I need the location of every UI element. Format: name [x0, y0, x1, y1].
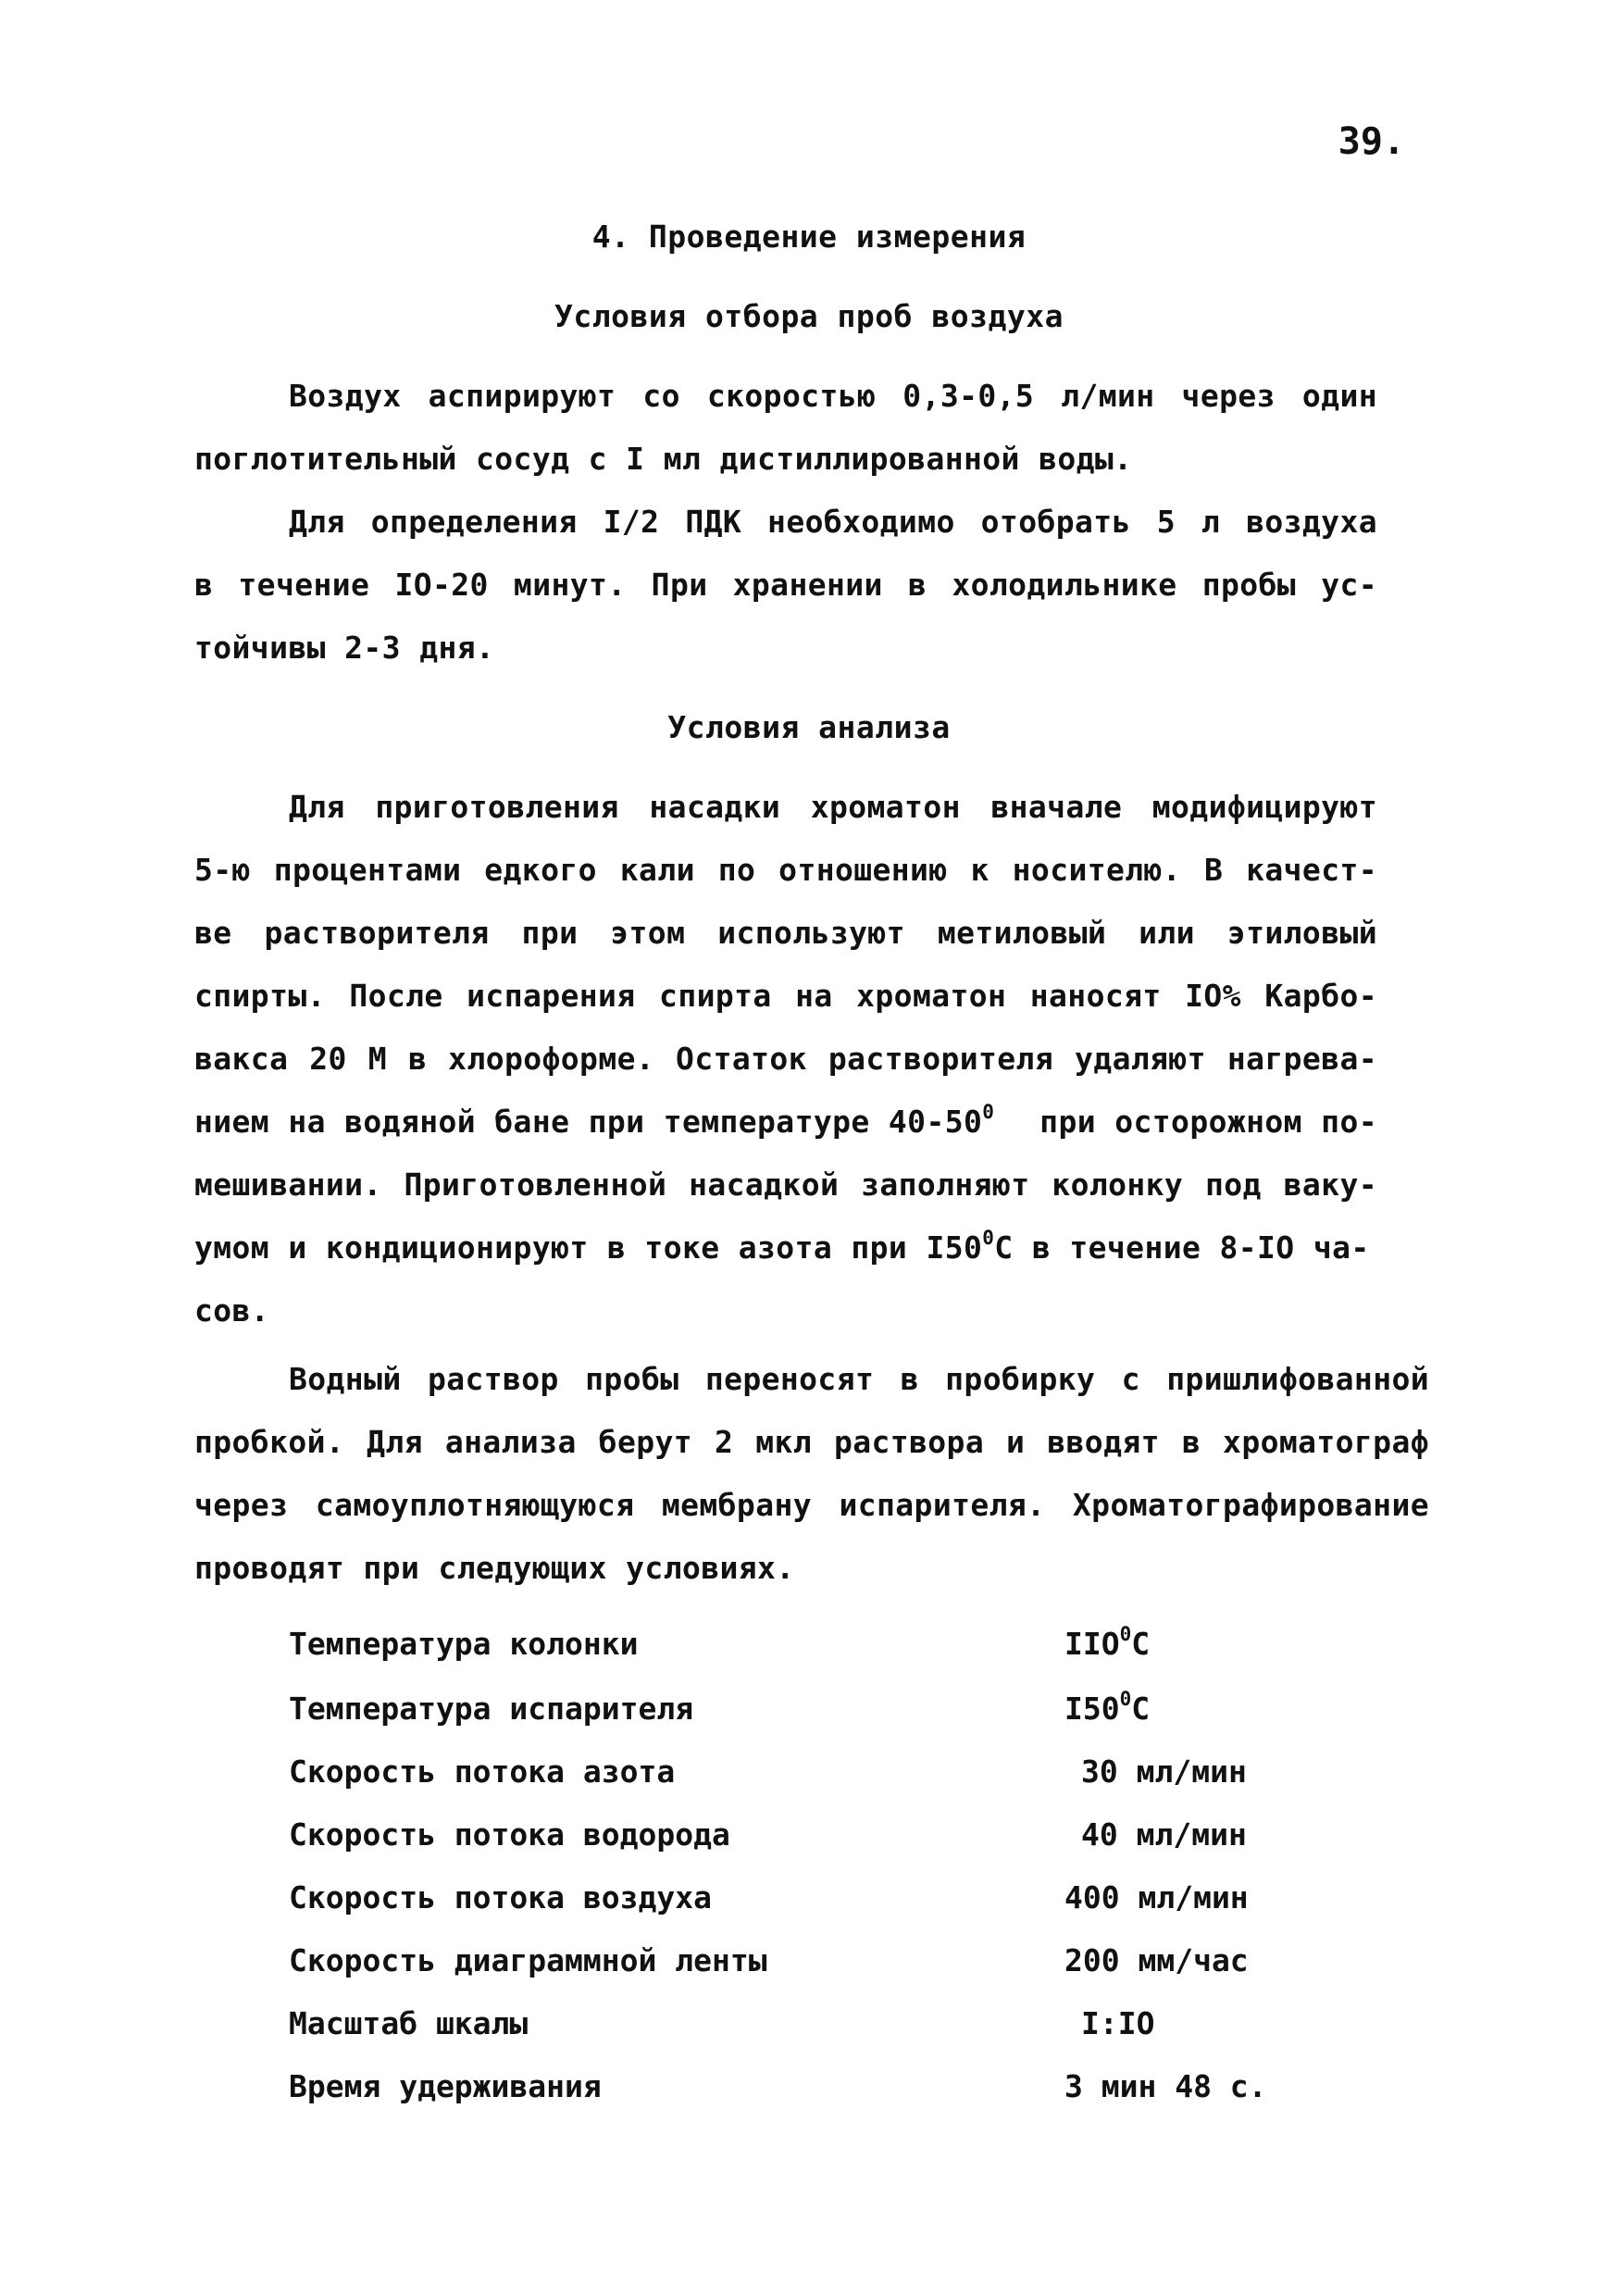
condition-value: 40 мл/мин [1081, 1816, 1247, 1853]
paragraph-line: спирты. После испарения спирта на хроматон наносят IO% Карбо- [194, 978, 1377, 1014]
section-title: 4. Проведение измерения [591, 218, 1027, 255]
condition-label: Скорость потока водорода [289, 1816, 730, 1853]
paragraph-line [194, 1229, 1377, 1266]
paragraph-line: ве растворителя при этом используют метиловый или этиловый [194, 915, 1377, 951]
paragraph-line: вакса 20 М в хлороформе. Остаток растворителя удаляют нагрева- [194, 1041, 1377, 1077]
condition-value: 3 мин 48 с. [1064, 2068, 1267, 2104]
paragraph-line: Для приготовления насадки хроматон вначале модифицируют [289, 789, 1377, 825]
condition-value: 400 мл/мин [1064, 1879, 1249, 1915]
degree-symbol: 0 [1119, 1623, 1132, 1645]
subsection-sampling-title: Условия отбора проб воздуха [554, 298, 1064, 334]
condition-label: Скорость потока азота [289, 1753, 676, 1790]
paragraph-line: в течение IO-20 минут. При хранении в холодильнике пробы ус- [194, 567, 1377, 603]
paragraph-line: Для определения I/2 ПДК необходимо отобрать 5 л воздуха [289, 504, 1377, 540]
paragraph-line-part: при осторожном по- [1039, 1104, 1377, 1140]
degree-symbol: 0 [982, 1227, 995, 1249]
paragraph-line: Воздух аспирируют со скоростью 0,3-0,5 л/мин через один [289, 378, 1377, 414]
paragraph-line: мешивании. Приготовленной насадкой заполняют колонку под ваку- [194, 1167, 1377, 1203]
page-number: 39. [1338, 120, 1405, 163]
paragraph-line-part: нием на водяной бане при температуре $40-50^0$ [194, 1101, 995, 1140]
paragraph-line-part: умом и кондиционируют в токе азота при $I50^0С$ в течение 8-IO ча- [194, 1227, 1370, 1266]
paragraph-line: 5-ю процентами едкого кали по отношению к носителю. В качест- [194, 852, 1377, 888]
condition-label: Температура колонки [289, 1626, 639, 1662]
paragraph-line: поглотительный сосуд с I мл дистиллированной воды. [194, 441, 1133, 477]
paragraph-line: проводят при следующих условиях. [194, 1550, 795, 1586]
condition-label: Температура испарителя [289, 1691, 694, 1727]
paragraph-line [194, 1101, 1377, 1140]
condition-label: Время удерживания [289, 2068, 602, 2104]
condition-label: Скорость диаграммной ленты [289, 1942, 767, 1978]
condition-value: $I50^0С$ [1064, 1688, 1151, 1727]
paragraph-line: Водный раствор пробы переносят в пробирку с пришлифованной [289, 1361, 1429, 1397]
condition-label: Масштаб шкалы [289, 2005, 529, 2041]
paragraph-line: через самоуплотняющуюся мембрану испарителя. Хроматографирование [194, 1487, 1429, 1523]
condition-value: 200 мм/час [1064, 1942, 1249, 1978]
paragraph-line: пробкой. Для анализа берут 2 мкл раствора и вводят в хроматограф [194, 1424, 1429, 1460]
degree-symbol: 0 [1119, 1688, 1132, 1710]
degree-symbol: 0 [982, 1101, 995, 1123]
paragraph-line: сов. [194, 1292, 270, 1329]
paragraph-line: тойчивы 2-3 дня. [194, 630, 495, 666]
condition-value: 30 мл/мин [1081, 1753, 1247, 1790]
condition-value: I:IO [1081, 2005, 1155, 2041]
condition-label: Скорость потока воздуха [289, 1879, 712, 1915]
subsection-analysis-title: Условия анализа [667, 709, 951, 745]
condition-value: IIO$^0$С [1064, 1623, 1151, 1662]
